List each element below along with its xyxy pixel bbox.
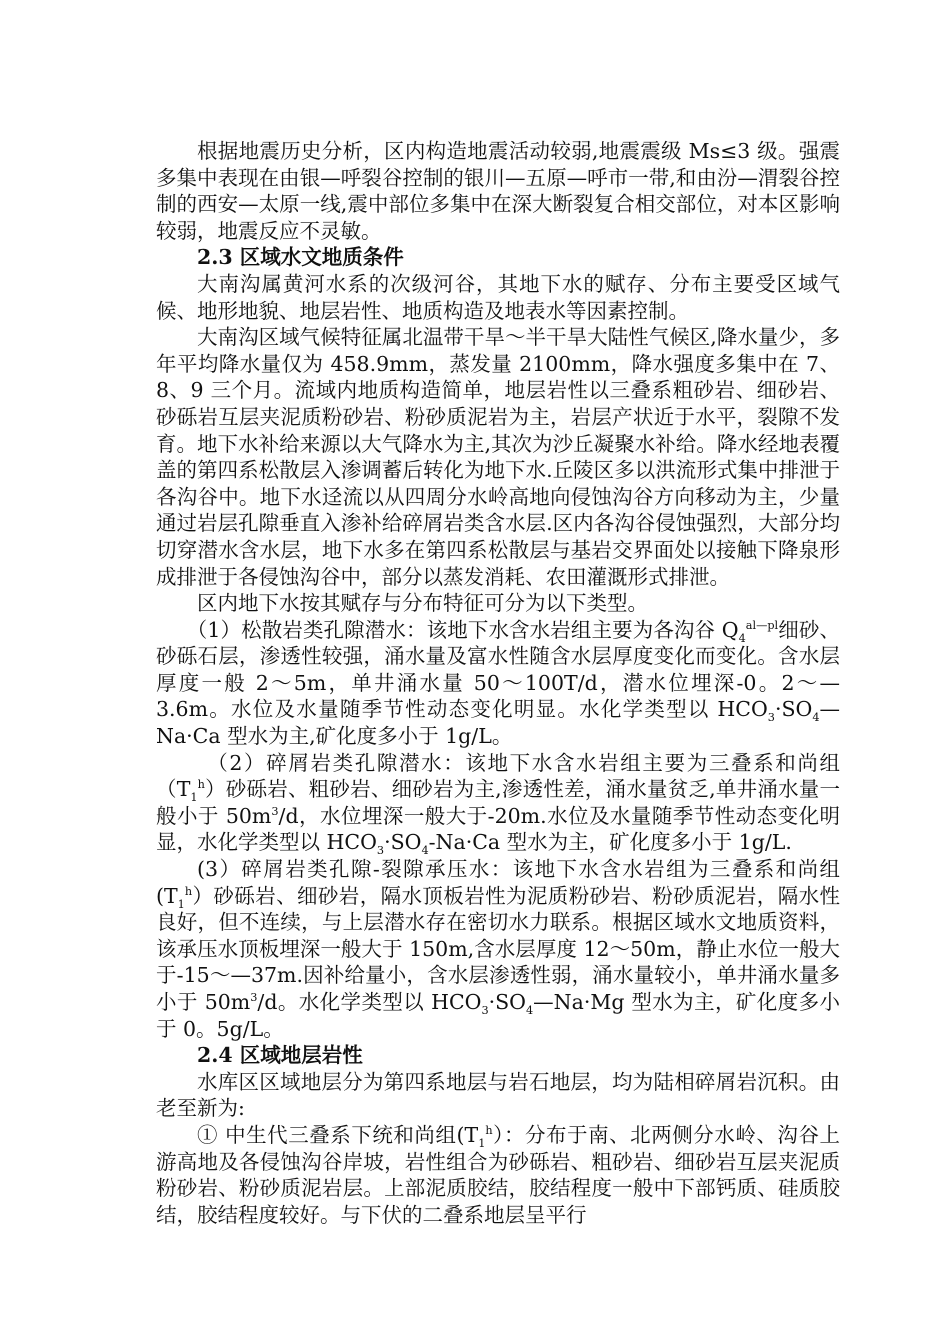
paragraph-groundwater-types: 区内地下水按其赋存与分布特征可分为以下类型。 <box>197 591 648 616</box>
paragraph-type-2: （2）碎屑岩类孔隙潜水：该地下水含水岩组主要为三叠系和尚组$(T_1^h)$砂砾岩、粗砂岩、细砂岩为主,渗透性差，涌水量贫乏,单井涌水量一般小于 $50m^3/d$，水位埋深一般大于-20m.水位及水量随季节性动态变化明显，水化学类型以 $HCO_3\cdot SO_4-Na\cdot Ca$ 型水为主，矿化度多小于 1g/L. <box>156 750 840 858</box>
heading-hydrogeology: 2.3 区域水文地质条件 <box>197 245 404 270</box>
paragraph-type-1: （1）松散岩类孔隙潜水：该地下水含水岩组主要为各沟谷 $Q_4^{al—pl}$细砂、砂砾石层，渗透性较强，涌水量及富水性随含水层厚度变化而变化。含水层厚度一般 2～5m，单井涌水量 50～100T/d，潜水位埋深-0。2～—3.6m。水位及水量随季节性动态变化明显。水化学类型以 $HCO_3\cdot SO_4—Na\cdot Ca$ 型水为主,矿化度多小于 1g/L。 <box>156 617 841 749</box>
paragraph-earthquake: 根据地震历史分析，区内构造地震活动较弱,地震震级 Ms≤3 级。强震多集中表现在由银—呼裂谷控制的银川—五原—呼市一带,和由汾—渭裂谷控制的西安—太原一线,震中部位多集中在深大断裂复合相交部位，对本区影响较弱，地震反应不灵敏。 <box>156 139 840 243</box>
heading-stratigraphy: 2.4 区域地层岩性 <box>197 1043 363 1068</box>
document-body <box>156 138 840 1228</box>
paragraph-type-3: (3）碎屑岩类孔隙-裂隙承压水：该地下水含水岩组为三叠系和尚组$(T_1^h)$砂砾岩、细砂岩，隔水顶板岩性为泥质粉砂岩、粉砂质泥岩，隔水性良好，但不连续，与上层潜水存在密切水力联系。根据区域水文地质资料，该承压水顶板埋深一般大于 150m,含水层厚度 12～50m，静止水位一般大于-15～—37m.因补给量小，含水层渗透性弱，涌水量较小，单井涌水量多小于 $50m^3/d$。水化学类型以 $HCO_3\cdot SO_4—Na\cdot Mg$ 型水为主，矿化度多小于 0。5g/L。 <box>156 857 840 1041</box>
paragraph-water-distribution: 大南沟属黄河水系的次级河谷，其地下水的赋存、分布主要受区域气候、地形地貌、地层岩性、地质构造及地表水等因素控制。 <box>156 271 840 323</box>
paragraph-climate: 大南沟区域气候特征属北温带干旱～半干旱大陆性气候区,降水量少，多年平均降水量仅为 458.9mm，蒸发量 2100mm，降水强度多集中在 7、8、9 三个月。流域内地质构造简单，地层岩性以三叠系粗砂岩、细砂岩、砂砾岩互层夹泥质粉砂岩、粉砂质泥岩为主，岩层产状近于水平，裂隙不发育。地下水补给来源以大气降水为主,其次为沙丘凝聚水补给。降水经地表覆盖的第四系松散层入渗调蓄后转化为地下水.丘陵区多以洪流形式集中排泄于各沟谷中。地下水迳流以从四周分水岭高地向侵蚀沟谷方向移动为主，少量通过岩层孔隙垂直入渗补给碎屑岩类含水层.区内各沟谷侵蚀强烈，大部分均切穿潜水含水层，地下水多在第四系松散层与基岩交界面处以接触下降泉形成排泄于各侵蚀沟谷中，部分以蒸发消耗、农田灌溉形式排泄。 <box>156 325 840 589</box>
paragraph-triassic: ① 中生代三叠系下统和尚组$(T_1^h)$：分布于南、北两侧分水岭、沟谷上游高地及各侵蚀沟谷岸坡，岩性组合为砂砾岩、粗砂岩、细砂岩互层夹泥质粉砂岩、粉砂质泥岩层。上部泥质胶结，胶结程度一般中下部钙质、硅质胶结，胶结程度较好。与下伏的二叠系地层呈平行 <box>156 1122 841 1227</box>
paragraph-strata-overview: 水库区区域地层分为第四系地层与岩石地层，均为陆相碎屑岩沉积。由老至新为: <box>156 1069 840 1121</box>
